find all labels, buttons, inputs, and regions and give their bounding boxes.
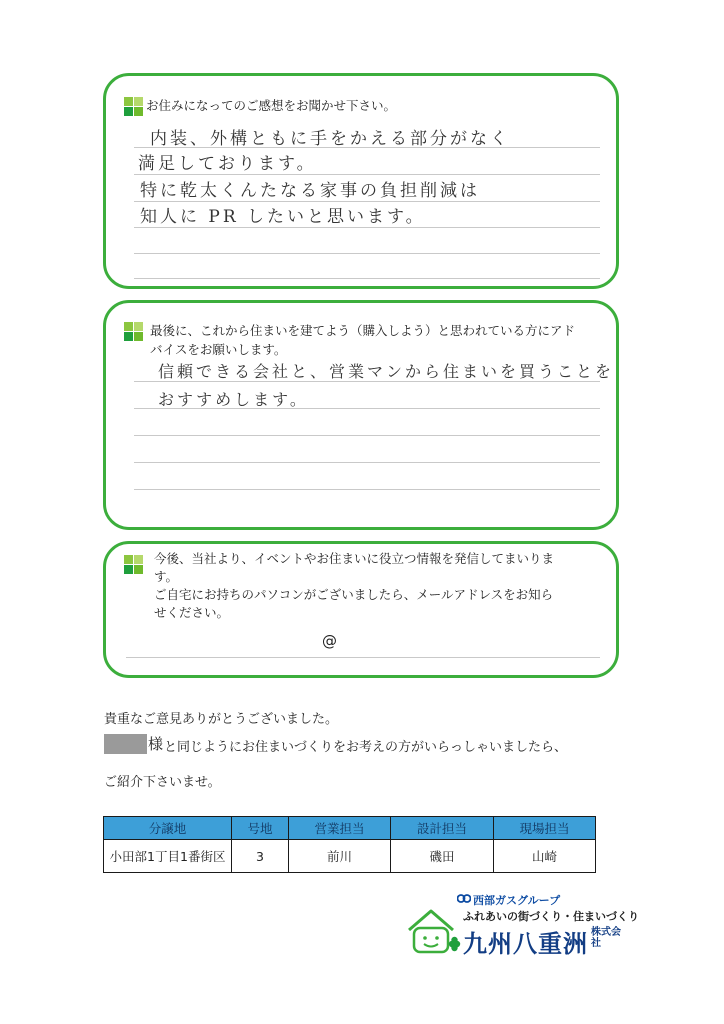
table-row: [104, 840, 596, 873]
email-at-sign: @: [322, 632, 337, 650]
table-cell: 前川: [289, 840, 391, 873]
advice-question-line: 最後に、これから住まいを建てよう（購入しよう）と思われている方にアド: [150, 323, 576, 338]
answer-line: [134, 489, 600, 490]
table-cell: 小田部1丁目1番街区: [104, 840, 232, 873]
newsletter-section: [103, 541, 619, 678]
column-header: 営業担当: [289, 817, 391, 840]
advice-section: [103, 300, 619, 530]
referral-text: と同じようにお住まいづくりをお考えの方がいらっしゃいましたら、: [164, 740, 568, 755]
saibu-gas-mark-icon: [457, 893, 471, 904]
kabushiki-kaisha: 株式会社: [591, 927, 621, 949]
table-cell: 3: [232, 840, 289, 873]
newsletter-text-line: せください。: [154, 605, 230, 620]
handwritten-answer-line: 内装、外構ともに手をかえる部分がなく: [150, 129, 510, 149]
answer-line: [134, 278, 600, 279]
thanks-text: 貴重なご意見ありがとうございました。: [104, 712, 339, 727]
handwritten-answer-line: おすすめします。: [158, 390, 309, 409]
company-logo: [405, 890, 645, 960]
handwritten-answer-line: 信頼できる会社と、営業マンから住まいを買うことを: [158, 362, 615, 381]
newsletter-text-line: 今後、当社より、イベントやお住まいに役立つ情報を発信してまいりま: [154, 551, 555, 566]
table-cell: 山崎: [494, 840, 596, 873]
group-name: 西部ガスグループ: [473, 894, 561, 907]
company-slogan: ふれあいの街づくり・住まいづくり: [463, 910, 639, 923]
answer-line: [134, 435, 600, 436]
answer-line: [134, 462, 600, 463]
handwritten-answer-line: 特に乾太くんたなる家事の負担削減は: [140, 181, 480, 201]
column-header: 号地: [232, 817, 289, 840]
handwritten-answer-line: 知人に PR したいと思います。: [140, 207, 426, 227]
column-header: 分譲地: [104, 817, 232, 840]
column-header: 現場担当: [494, 817, 596, 840]
answer-line: [134, 253, 600, 254]
referral-text-end: ご紹介下さいませ。: [104, 775, 221, 790]
newsletter-text-line: す。: [154, 569, 179, 584]
column-header: 設計担当: [391, 817, 494, 840]
email-line: [126, 657, 600, 658]
table-cell: 磯田: [391, 840, 494, 873]
property-info-table: [103, 816, 596, 873]
table-header-row: [104, 817, 596, 840]
sama-honorific: 様: [148, 735, 164, 753]
advice-question-line: バイスをお願いします。: [150, 342, 287, 357]
impression-section: [103, 73, 619, 289]
handwritten-answer-line: 満足しております。: [138, 154, 317, 174]
answer-line: [134, 227, 600, 228]
redacted-name: [104, 734, 147, 754]
company-name: 九州八重洲: [463, 930, 588, 958]
newsletter-text-line: ご自宅にお持ちのパソコンがございましたら、メールアドレスをお知ら: [154, 587, 554, 602]
answer-line: [134, 174, 600, 175]
impression-question: お住みになってのご感想をお聞かせ下さい。: [146, 98, 397, 113]
house-mascot-icon: [405, 906, 461, 956]
